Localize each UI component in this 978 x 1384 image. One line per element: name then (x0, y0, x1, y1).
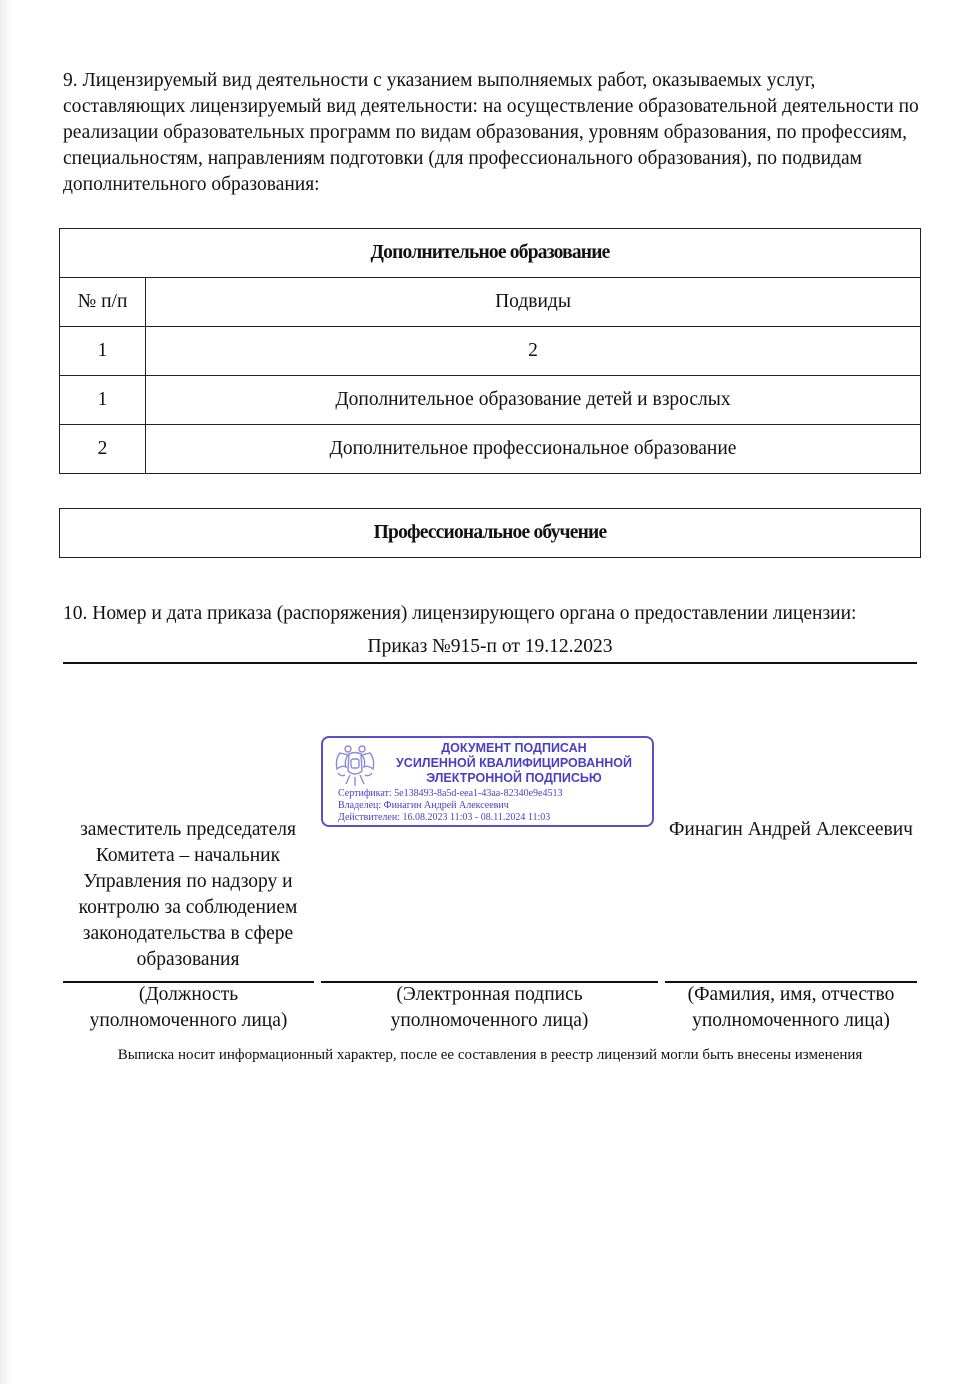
stamp-owner: Владелец: Финагин Андрей Алексеевич (338, 800, 509, 811)
stamp-certificate: Сертификат: 5e138493-8a5d-eea1-43aa-82340e9e4513 (338, 788, 563, 799)
caption-name: (Фамилия, имя, отчество уполномоченного лица) (687, 984, 895, 1031)
row-number: 1 (60, 376, 146, 425)
official-name: Финагин Андрей Алексеевич (669, 819, 913, 840)
column-header-number: № п/п (60, 278, 146, 327)
section-9-text: 9. Лицензируемый вид деятельности с указанием выполняемых работ, оказываемых услуг, составляющих лицензируемый вид деятельности: на осуществление образовательной деятельности по реализации образовательных программ по видам образования, уровням образования, по профессиям, специальностям, направлениям подготовки (для профессионального образования), по подвидам дополнительного образования: (63, 70, 919, 195)
column-index-2: 2 (146, 327, 921, 376)
column-header-subtypes: Подвиды (146, 278, 921, 327)
official-position: заместитель председателя Комитета – начальник Управления по надзору и контролю за соблюдением законодательства в сфере образования (78, 819, 298, 970)
table-row (60, 425, 921, 474)
section-10-text: 10. Номер и дата приказа (распоряжения) лицензирующего органа о предоставлении лицензии: (63, 603, 857, 624)
table-title: Профессиональное обучение (60, 509, 921, 558)
caption-signature: (Электронная подпись уполномоченного лица) (390, 984, 589, 1031)
row-subtype: Дополнительное профессиональное образование (146, 425, 921, 474)
additional-education-table (59, 228, 921, 474)
coat-of-arms-icon (332, 743, 378, 789)
professional-training-table (59, 508, 921, 558)
column-index-1: 1 (60, 327, 146, 376)
order-number: Приказ №915-п от 19.12.2023 (63, 634, 917, 664)
stamp-heading: ДОКУМЕНТ ПОДПИСАН УСИЛЕННОЙ КВАЛИФИЦИРОВАННОЙ ЭЛЕКТРОННОЙ ПОДПИСЬЮ (396, 741, 632, 785)
page-edge-shadow (0, 0, 12, 1384)
stamp-validity: Действителен: 16.08.2023 11:03 - 08.11.2024 11:03 (338, 812, 551, 823)
row-number: 2 (60, 425, 146, 474)
row-subtype: Дополнительное образование детей и взрослых (146, 376, 921, 425)
table-row (60, 376, 921, 425)
caption-position: (Должность уполномоченного лица) (89, 984, 288, 1031)
electronic-signature-stamp (321, 736, 654, 827)
table-title: Дополнительное образование (60, 229, 921, 278)
footer-note: Выписка носит информационный характер, после ее составления в реестр лицензий могли быть внесены изменения (117, 1047, 863, 1063)
